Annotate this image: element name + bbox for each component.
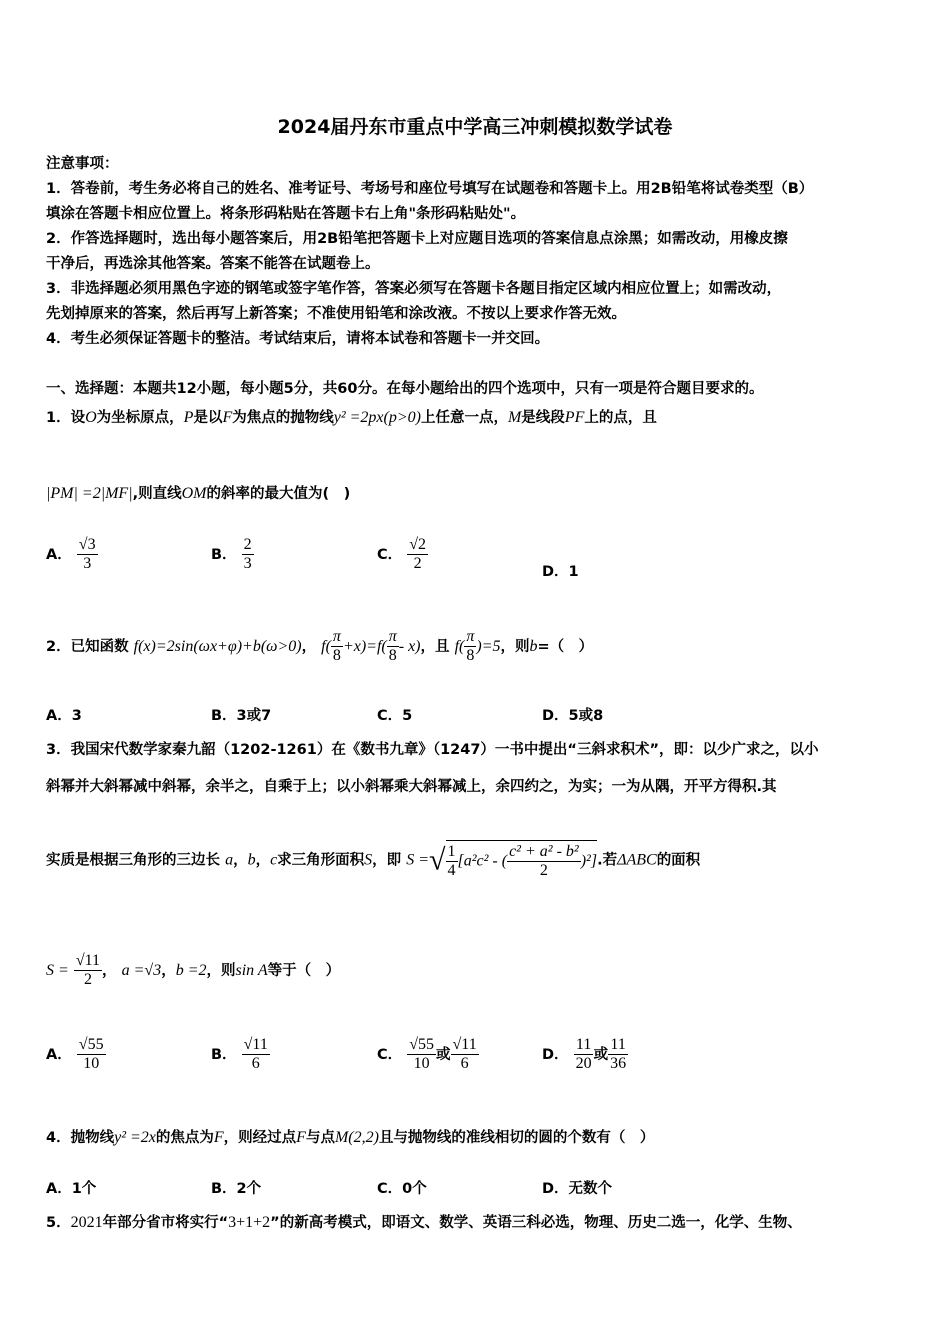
- page-title: 2024届丹东市重点中学高三冲刺模拟数学试卷: [277, 116, 673, 138]
- fraction: [407, 536, 428, 574]
- q1-math-M: M: [507, 409, 522, 426]
- q3-text: 等于（ ）: [267, 962, 341, 979]
- q3-option-a[interactable]: [46, 1036, 106, 1074]
- fraction: [451, 1036, 479, 1074]
- numerator: 11: [574, 1036, 593, 1055]
- q1-text: 是以: [193, 410, 223, 426]
- q3-option-c[interactable]: [377, 1036, 479, 1074]
- numerator: 1: [446, 843, 458, 862]
- denominator: 36: [610, 1055, 627, 1073]
- question-2-line-1: [46, 628, 593, 666]
- q3-math-b-value: b =2: [175, 961, 207, 979]
- q2-math-eq1-a: f(: [321, 637, 331, 655]
- q4-math-M: M(2,2): [334, 1129, 379, 1146]
- q1-math-P: P: [183, 409, 194, 426]
- q1-text: 为焦点的抛物线: [232, 410, 334, 426]
- q1-text: 为坐标原点，: [96, 410, 184, 426]
- denominator: 3: [83, 555, 92, 573]
- denominator: 4: [447, 862, 456, 880]
- or-text: 或: [436, 1046, 451, 1063]
- q4-text: 且与抛物线的准线相切的圆的个数有（ ）: [378, 1130, 655, 1146]
- fraction: [574, 1036, 594, 1074]
- numerator: √2: [407, 536, 428, 555]
- notice-line-1: 1．答卷前，考生务必将自己的姓名、准考证号、考场号和座位号填写在试题卷和答题卡上。用2B铅笔将试卷类型（B）: [46, 181, 814, 197]
- q3-text: 的面积: [656, 852, 701, 869]
- q2-option-a[interactable]: A．3: [46, 708, 82, 724]
- q5-text: 5．: [46, 1215, 71, 1231]
- notice-line-7: 4．考生必须保证答题卡的整洁。考试结束后，请将本试卷和答题卡一并交回。: [46, 331, 550, 347]
- q2-text: ，: [301, 638, 317, 655]
- notice-line-2: 填涂在答题卡相应位置上。将条形码粘贴在答题卡右上角"条形码粘贴处"。: [46, 206, 526, 222]
- fraction: [242, 1036, 270, 1074]
- q4-text: 4．抛物线: [46, 1130, 115, 1146]
- denominator: 8: [466, 647, 475, 665]
- denominator: 2: [413, 555, 422, 573]
- fraction: [331, 628, 343, 666]
- q2-option-c[interactable]: C．5: [377, 708, 413, 724]
- q1-math-O: O: [85, 409, 97, 426]
- denominator: 8: [332, 647, 341, 665]
- denominator: 6: [460, 1055, 469, 1073]
- question-1-line-1: [46, 406, 657, 427]
- fraction: [242, 536, 254, 574]
- question-3-line-2: 斜幂并大斜幂减中斜幂，余半之，自乘于上；以小斜幂乘大斜幂减上，余四约之，为实；一为从隅，开平方得积.其: [46, 779, 777, 795]
- section-heading: 一、选择题：本题共12小题，每小题5分，共60分。在每小题给出的四个选项中，只有一项是符合题目要求的。: [46, 381, 764, 397]
- q2-text: ，且: [420, 638, 450, 655]
- numerator: √11: [242, 1036, 270, 1055]
- option-label: C．: [377, 1046, 403, 1063]
- q3-math-c: c: [270, 851, 278, 869]
- q1-text: 1．设: [46, 410, 86, 426]
- fraction: [77, 1036, 106, 1074]
- numerator: √3: [77, 536, 98, 555]
- q4-text: 与点: [305, 1130, 335, 1146]
- question-1-line-2: [46, 482, 350, 503]
- q1-text: 的斜率的最大值为( ): [206, 486, 351, 502]
- q4-math-F: F: [296, 1129, 306, 1146]
- numerator: π: [464, 628, 476, 647]
- q5-text: ”的新高考模式，即语文、数学、英语三科必选，物理、历史二选一，化学、生物、: [270, 1215, 802, 1231]
- q5-text: 年部分省市将实行“: [102, 1215, 229, 1231]
- q4-option-c[interactable]: C．0个: [377, 1181, 427, 1197]
- q4-text: ，则经过点: [223, 1130, 297, 1146]
- q2-text: ，则: [500, 638, 530, 655]
- q4-option-b[interactable]: B．2个: [211, 1181, 262, 1197]
- notice-line-6: 先划掉原来的答案，然后再写上新答案；不准使用铅笔和涂改液。不按以上要求作答无效。: [46, 306, 626, 322]
- q2-text: 2．已知函数: [46, 638, 129, 655]
- q3-formula: [446, 840, 598, 881]
- q2-math-function: f(x)=2sin(ωx+φ)+b(ω>0): [133, 637, 302, 655]
- q3-text: .若: [597, 852, 618, 869]
- q1-math-parabola: y² =2px(p>0): [333, 409, 421, 426]
- denominator: 10: [83, 1055, 100, 1073]
- q2-math-eq2-a: f(: [454, 637, 465, 655]
- denominator: 6: [251, 1055, 260, 1073]
- q1-option-c[interactable]: [377, 536, 428, 574]
- q1-option-b[interactable]: [211, 536, 254, 574]
- q2-text: =（ ）: [537, 638, 594, 655]
- q1-math-OM: OM: [181, 485, 207, 502]
- option-label: A．: [46, 546, 72, 563]
- or-text: 或: [593, 1046, 609, 1063]
- q3-option-d[interactable]: [542, 1036, 628, 1074]
- q3-text: ，即: [372, 852, 402, 869]
- q5-mode: 3+1+2: [228, 1214, 271, 1231]
- denominator: 10: [413, 1055, 430, 1073]
- q1-option-d[interactable]: D．1: [542, 564, 579, 580]
- numerator: π: [331, 628, 343, 647]
- numerator: 2: [242, 536, 254, 555]
- q3-math-bracket-open: [a²c² - (: [457, 852, 508, 870]
- denominator: 2: [83, 971, 92, 989]
- q5-year: 2021: [70, 1214, 103, 1231]
- notice-line-4: 干净后，再选涂其他答案。答案不能答在试题卷上。: [46, 256, 380, 272]
- q1-option-a[interactable]: [46, 536, 98, 574]
- fraction: [387, 628, 399, 666]
- q3-math-a-value: a =√3: [121, 961, 162, 979]
- fraction: [446, 843, 458, 881]
- q3-text: ，: [161, 962, 176, 979]
- numerator: 11: [608, 1036, 627, 1055]
- sqrt-sign: √: [429, 843, 446, 877]
- numerator: c² + a² - b²: [507, 843, 581, 862]
- option-label: A．: [46, 1046, 72, 1063]
- q3-text: ，则: [206, 962, 236, 979]
- option-label: B．: [211, 1046, 237, 1063]
- notice-heading: 注意事项：: [46, 156, 119, 172]
- question-3-line-1: 3．我国宋代数学家秦九韶（1202-1261）在《数书九章》（1247）一书中提出“三斜求积术”，即：以少广求之，以小: [46, 742, 819, 758]
- q2-option-b[interactable]: B．3或7: [211, 708, 272, 724]
- fraction: [608, 1036, 628, 1074]
- q3-math-bracket-close: )²]: [580, 852, 598, 870]
- q3-math-sinA: sin A: [235, 961, 268, 979]
- notice-line-5: 3．非选择题必须用黑色字迹的钢笔或签字笔作答，答案必须写在答题卡各题目指定区域内相应位置上；如需改动，: [46, 281, 782, 297]
- option-label: D．: [542, 1046, 569, 1063]
- question-3-line-4: [46, 952, 340, 990]
- q1-text: 上任意一点，: [420, 410, 508, 426]
- q2-option-d[interactable]: D．5或8: [542, 708, 604, 724]
- q1-text: ,则直线: [132, 486, 182, 502]
- question-3-line-3: [46, 840, 700, 881]
- numerator: √55: [77, 1036, 106, 1055]
- fraction: [77, 536, 98, 574]
- q4-option-d[interactable]: D．无数个: [542, 1181, 613, 1197]
- fraction: [74, 952, 102, 990]
- fraction: [507, 843, 581, 881]
- q3-text: 求三角形面积: [277, 852, 365, 869]
- numerator: √11: [451, 1036, 479, 1055]
- q1-math-F: F: [222, 409, 233, 426]
- option-label: B．: [211, 546, 237, 563]
- q2-math-eq1-c: - x): [398, 637, 421, 655]
- notice-line-3: 2．作答选择题时，选出每小题答案后，用2B铅笔把答题卡上对应题目选项的答案信息点涂黑；如需改动，用橡皮擦: [46, 231, 788, 247]
- fraction: [407, 1036, 436, 1074]
- q3-option-b[interactable]: [211, 1036, 270, 1074]
- numerator: √11: [74, 952, 102, 971]
- q3-text: ，: [255, 852, 271, 869]
- numerator: √55: [407, 1036, 436, 1055]
- q2-math-b: b: [529, 637, 538, 655]
- option-label: C．: [377, 546, 403, 563]
- q3-math-b: b: [247, 851, 256, 869]
- q3-math-a: a: [225, 851, 234, 869]
- q2-math-eq2-b: )=5: [476, 637, 501, 655]
- denominator: 3: [243, 555, 252, 573]
- q3-text: 实质是根据三角形的三边长: [46, 852, 220, 869]
- denominator: 20: [575, 1055, 592, 1073]
- fraction: [464, 628, 476, 666]
- q4-text: 的焦点为: [155, 1130, 214, 1146]
- q3-text: ，: [233, 852, 248, 869]
- q1-math-PF: PF: [564, 409, 585, 426]
- q3-text: ，: [102, 962, 117, 979]
- q3-math-S2: S =: [46, 961, 69, 979]
- q4-math-parabola: y² =2x: [114, 1129, 156, 1146]
- q1-math-condition: |PM| =2|MF|: [46, 485, 133, 502]
- denominator: 8: [388, 647, 397, 665]
- q3-math-triangle: ΔABC: [617, 851, 657, 869]
- q1-text: 上的点，且: [584, 410, 657, 426]
- q3-math-S: S: [364, 851, 373, 869]
- question-4: [46, 1126, 654, 1147]
- question-5-line-1: [46, 1211, 802, 1232]
- denominator: 2: [539, 862, 548, 880]
- q2-math-eq1-b: +x)=f(: [342, 637, 387, 655]
- q4-math-F: F: [213, 1129, 224, 1146]
- q3-math-S-eq: S =: [406, 851, 430, 869]
- q4-option-a[interactable]: A．1个: [46, 1181, 97, 1197]
- numerator: π: [387, 628, 399, 647]
- q1-text: 是线段: [521, 410, 565, 426]
